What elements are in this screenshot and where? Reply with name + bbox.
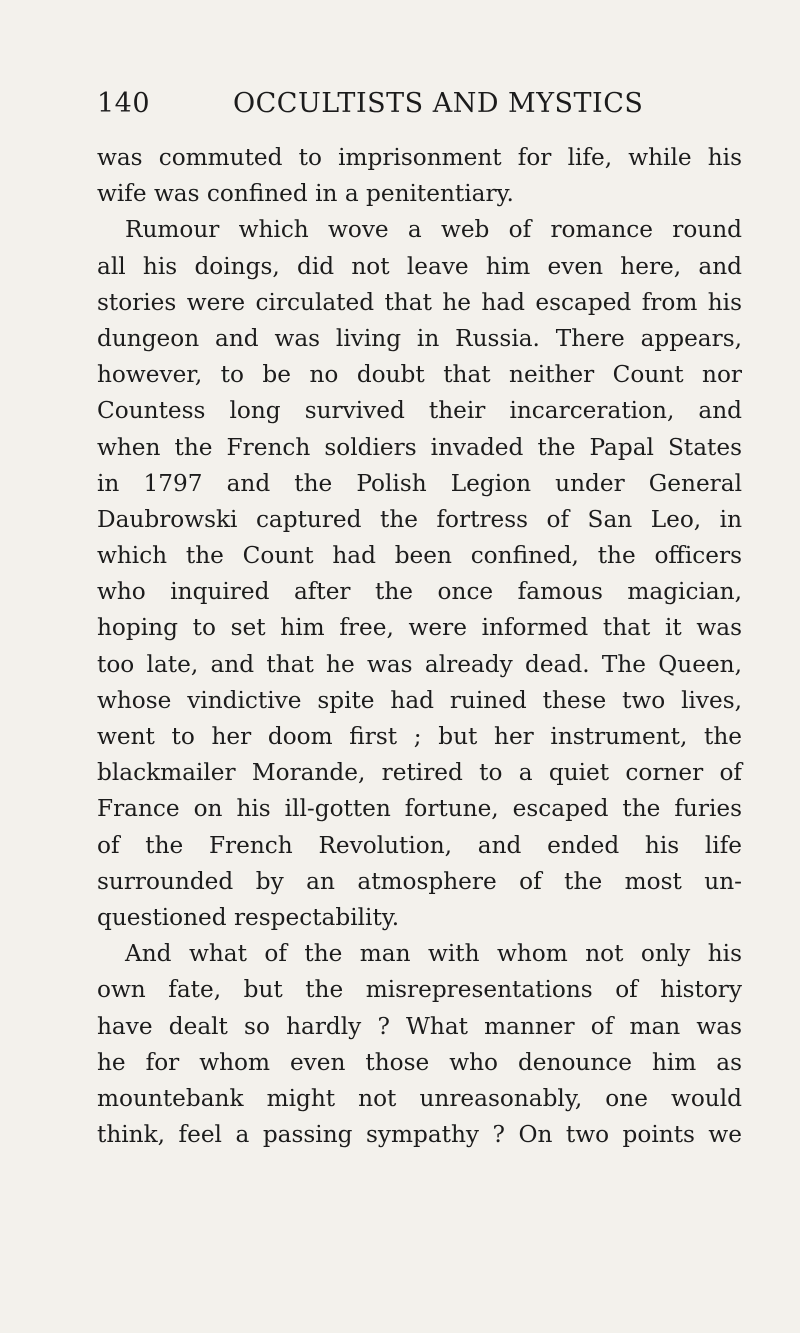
text-line: which the Count had been confined, the officers <box>97 542 742 570</box>
text-line: blackmailer Morande, retired to a quiet corner of <box>97 759 742 787</box>
text-line: questioned respectability. <box>97 903 400 931</box>
text-line: in 1797 and the Polish Legion under General <box>97 469 742 497</box>
text-line: too late, and that he was already dead. The Queen, <box>97 650 742 678</box>
text-line: hoping to set him free, were informed that it was <box>97 614 742 642</box>
text-line: Rumour which wove a web of romance round <box>125 216 742 244</box>
text-line: have dealt so hardly ? What manner of man was <box>97 1012 742 1040</box>
text-line: think, feel a passing sympathy ? On two points we <box>97 1121 742 1149</box>
running-title: OCCULTISTS AND MYSTICS <box>233 88 644 119</box>
text-line: went to her doom first ; but her instrument, the <box>97 723 742 750</box>
text-line: Countess long survived their incarceration, and <box>97 397 742 425</box>
text-line: Daubrowski captured the fortress of San Leo, in <box>97 505 742 533</box>
text-line: however, to be no doubt that neither Count nor <box>97 361 742 389</box>
text-line: France on his ill-gotten fortune, escaped the furies <box>97 795 742 823</box>
text-line: wife was confined in a penitentiary. <box>97 180 514 208</box>
text-line: stories were circulated that he had escaped from his <box>97 288 742 316</box>
text-line: he for whom even those who denounce him as <box>97 1048 742 1076</box>
text-line: was commuted to imprisonment for life, while his <box>97 144 742 171</box>
page-header <box>97 88 737 124</box>
text-line: who inquired after the once famous magician, <box>97 578 742 606</box>
text-line: own fate, but the misrepresentations of history <box>97 976 742 1004</box>
text-line: whose vindictive spite had ruined these two lives, <box>97 686 742 714</box>
text-line: dungeon and was living in Russia. There appears, <box>97 324 742 352</box>
text-line: And what of the man with whom not only his <box>125 940 742 968</box>
text-line: all his doings, did not leave him even here, and <box>97 252 742 280</box>
text-line: mountebank might not unreasonably, one would <box>97 1084 742 1112</box>
body-text <box>97 140 742 1153</box>
text-line: when the French soldiers invaded the Papal States <box>97 433 742 461</box>
text-line: of the French Revolution, and ended his life <box>97 831 742 859</box>
page-number: 140 <box>97 88 151 119</box>
text-line: surrounded by an atmosphere of the most un- <box>97 867 742 895</box>
